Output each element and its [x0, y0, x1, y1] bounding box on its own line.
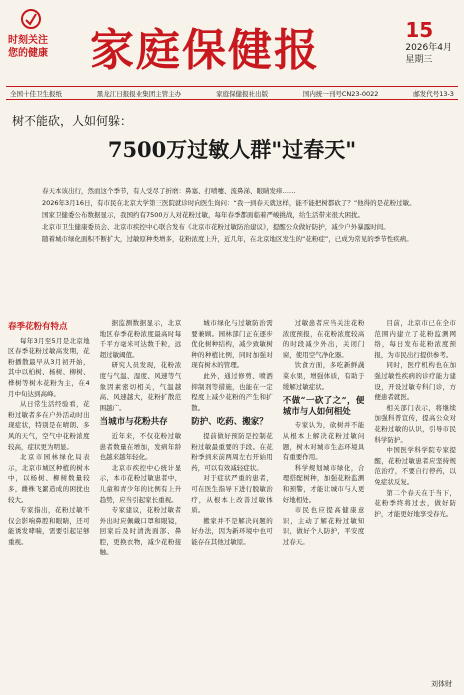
subheading: 防护、吃药、搬家？: [191, 417, 268, 428]
column-1: [8, 318, 90, 676]
article-columns: [8, 318, 456, 676]
issue-month: 2026年4月: [405, 43, 452, 53]
body-paragraph: 据监测数据显示，北京地区春季花粉浓度最高时每千平方毫米可达数千粒，远超过敏阈值。: [99, 319, 182, 359]
body-paragraph: 从日常生活经验看，花粉过敏者多在户外活动时出现症状，特别是在晴朗、多风的天气，空气中花粉浓度较高，症状更为明显。: [8, 400, 90, 451]
lead-paragraph: 春天本该出行，然而这个季节，有人受尽了折磨：鼻塞、打喷嚏、流鼻涕、眼睛发痒……: [42, 187, 296, 195]
lead-paragraph: 北京市卫生健康委员会、北京市疾控中心联合发布《北京市花粉过敏防治建议》，提醒公众做好防护，减少户外暴露时间。: [42, 223, 390, 231]
body-paragraph: 市民也应提高健康意识，主动了解花粉过敏知识，做好个人防护，平安度过春天。: [282, 506, 365, 546]
subheading: 当城市与花粉共存: [99, 417, 168, 428]
body-paragraph: 专家认为，砍树并不能从根本上解决花粉过敏问题，树木对城市生态环境具有重要作用。: [282, 421, 365, 462]
masthead: [0, 0, 464, 92]
body-paragraph: 搬家并不是解决问题的好办法，因为新环境中也可能存在其他过敏原。: [191, 516, 273, 546]
issue-day: 15: [405, 18, 434, 42]
lead-paragraph: 国家卫健委公布数据显示，我国约有7500万人对花粉过敏，每年春季都面临着严峻挑战，给生活带来很大困扰。: [42, 211, 365, 219]
article-lead: [30, 186, 434, 246]
body-paragraph: 中国医学科学院专家提醒，花粉过敏患者应坚持规范治疗，不要自行停药，以免症状反复。: [374, 446, 456, 486]
body-paragraph: 同时，医疗机构也在加强过敏性疾病的诊疗能力建设，开设过敏专科门诊，方便患者就医。: [374, 361, 456, 402]
body-paragraph: 对于症状严重的患者，可在医生指导下进行脱敏治疗，从根本上改善过敏体质。: [191, 474, 273, 515]
column-3: [191, 318, 273, 676]
body-paragraph: 提前做好预防是控制花粉过敏最重要的手段。在花粉季到来前两周左右开始用药，可以有效减轻症状。: [191, 431, 273, 472]
newspaper-title: 家庭保健报: [90, 25, 320, 76]
body-paragraph: 此外，通过修剪、喷洒抑制剂等措施，也能在一定程度上减少花粉的产生和扩散。: [191, 371, 273, 412]
slogan-line-2: 您的健康: [8, 48, 48, 59]
body-paragraph: 近年来，不仅花粉过敏患者数量在增加，发病年龄也越来越年轻化。: [99, 431, 182, 462]
column-4: [283, 318, 365, 676]
body-paragraph: 每年3月至5月是北京地区春季花粉过敏高发期，花粉播散最早从3月初开始，其中以柏树、杨树、柳树、桦树等树木花粉为主，在4月中旬达到高峰。: [8, 336, 90, 398]
info-item: 国内统一刊号CN23-0022: [302, 89, 379, 98]
lead-paragraph: 随着城市绿化面积不断扩大，过敏原种类增多，花粉浓度上升，近几年，在北京地区发生的“花粉症”，已成为常见的季节性疾病。: [42, 235, 413, 243]
author-tag: 刘体财: [431, 680, 452, 688]
body-paragraph: 饮食方面，多吃新鲜蔬菜水果，增强体质，有助于缓解过敏症状。: [282, 361, 365, 391]
issue-weekday: 星期三: [405, 55, 433, 65]
info-item: 邮发代号13-3: [413, 89, 454, 98]
body-paragraph: 北京市疾控中心统计显示，本市花粉过敏患者中，儿童和青少年的比例有上升趋势，应当引起家长重视。: [99, 463, 182, 504]
info-item: 全国十佳卫生报纸: [10, 89, 62, 98]
info-bar: [6, 86, 458, 100]
body-paragraph: 专家指出，花粉过敏不仅会影响鼻腔和眼睛，还可能诱发哮喘，需要引起足够重视。: [8, 506, 90, 546]
subheading: 不做“一砍了之”，便城市与人如何相处: [282, 396, 365, 417]
logo-mark-icon: [20, 8, 42, 30]
body-paragraph: 相关部门表示，将继续加强科普宣传，提高公众对花粉过敏的认识，引导市民科学防护。: [374, 403, 456, 444]
body-paragraph: 研究人员发现，花粉浓度与气温、湿度、风速等气象因素密切相关，气温越高、风速越大，花粉扩散范围越广。: [99, 361, 182, 412]
body-paragraph: 城市绿化与过敏防治需要兼顾。园林部门正在逐步优化树种结构，减少致敏树种的种植比例，同时加强对现有树木的管理。: [191, 319, 273, 370]
info-item: 家庭保健报社出版: [216, 89, 269, 98]
body-paragraph: 目前，北京市已在全市范围内建立了花粉监测网络，每日发布花粉浓度预报，为市民出行提供参考。: [374, 319, 456, 359]
body-paragraph: 科学规划城市绿化，合理搭配树种，加强花粉监测和预警，才能让城市与人更好地相处。: [282, 463, 365, 504]
body-paragraph: 第二个春天在于当下，花粉季终将过去，做好防护，才能更好地享受春光。: [374, 488, 456, 518]
body-paragraph: 北京市园林绿化局表示，北京市城区种植的树木中，以杨树、柳树数量较多，雌株飞絮造成的困扰也较大。: [8, 453, 90, 504]
article-kicker: 树不能砍，人如何躲：: [12, 114, 133, 128]
article-headline: 7500万过敏人群"过春天": [107, 137, 357, 162]
column-5: [374, 318, 456, 676]
slogan-line-1: 时刻关注: [8, 35, 48, 46]
column-2: [100, 318, 182, 676]
body-paragraph: 过敏患者应当关注花粉浓度预报，在花粉浓度较高的时段减少外出，关闭门窗，使用空气净化器。: [282, 319, 365, 359]
lead-paragraph: 2026年3月16日，有市民在北京大学第三医院就诊时向医生询问：“我一到春天就这样，能不能把树都砍了？”他得的是花粉过敏。: [42, 199, 416, 207]
body-paragraph: 专家建议，花粉过敏者外出时应佩戴口罩和眼镜，回家后及时清洗面部、鼻腔，更换衣物，减少花粉接触。: [99, 506, 182, 557]
subheading: 春季花粉有特点: [8, 322, 68, 332]
masthead-slogan: [8, 34, 48, 60]
issue-date: [405, 18, 452, 66]
info-item: 黑龙江日报报业集团主管主办: [96, 89, 182, 98]
